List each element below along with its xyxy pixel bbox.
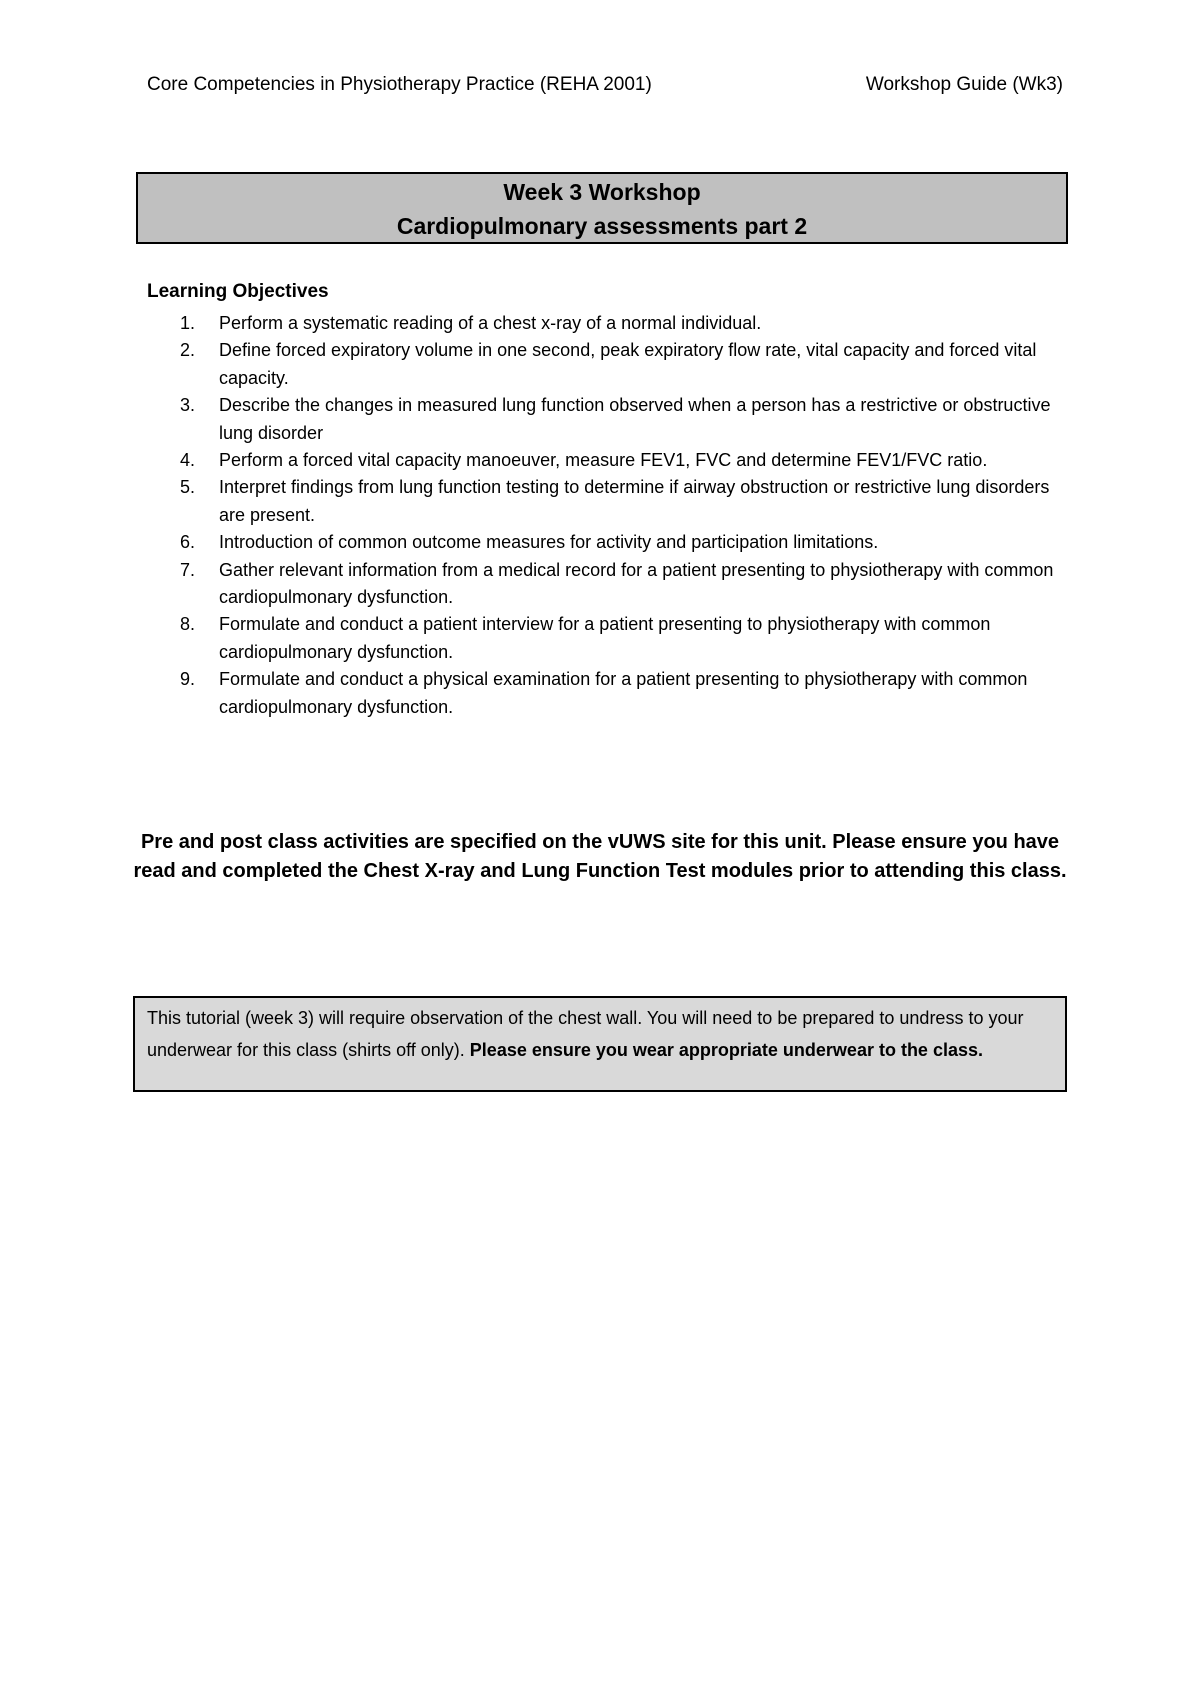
objective-item	[147, 337, 1067, 392]
objective-item	[147, 392, 1067, 447]
objective-text: Define forced expiratory volume in one second, peak expiratory flow rate, vital capacity and forced vital capacity.	[219, 340, 1037, 388]
objective-number: 5.	[180, 477, 196, 498]
objective-item	[147, 447, 1067, 474]
objective-number: 6.	[180, 532, 196, 553]
objective-number: 7.	[180, 559, 196, 580]
objective-item	[147, 666, 1067, 721]
title-box	[136, 172, 1068, 244]
objective-text: Introduction of common outcome measures for activity and participation limitations.	[219, 532, 879, 553]
objective-number: 2.	[180, 340, 196, 361]
title-line-1: Week 3 Workshop	[503, 179, 701, 205]
learning-objectives-section	[147, 279, 1067, 721]
objective-item	[147, 557, 1067, 612]
objective-item	[147, 529, 1067, 556]
notice-text: This tutorial (week 3) will require observation of the chest wall. You will need to be prepared to undress to your underwear for this class (shirts off only).	[147, 1008, 1024, 1060]
notice-emphasis-text: Please ensure you wear appropriate underwear to the class.	[469, 1039, 983, 1060]
objective-number: 3.	[180, 395, 196, 416]
chest-wall-observation-notice	[133, 996, 1067, 1092]
learning-objectives-list	[147, 310, 1067, 721]
learning-objectives-heading: Learning Objectives	[147, 281, 329, 302]
objective-number: 4.	[180, 450, 196, 471]
objective-item	[147, 474, 1067, 529]
objective-text: Formulate and conduct a physical examination for a patient presenting to physiotherapy with common cardiopulmonary dysfunction.	[219, 669, 1028, 717]
objective-number: 8.	[180, 614, 196, 635]
objective-item	[147, 611, 1067, 666]
objective-text: Gather relevant information from a medical record for a patient presenting to physiotherapy with common cardiopulmonary dysfunction.	[219, 559, 1054, 608]
objective-text: Formulate and conduct a patient interview for a patient presenting to physiotherapy with common cardiopulmonary dysfunction.	[219, 614, 991, 662]
objective-text: Interpret findings from lung function testing to determine if airway obstruction or restrictive lung disorders are present.	[219, 477, 1050, 525]
objective-text: Describe the changes in measured lung function observed when a person has a restrictive or obstructive lung disorder	[219, 395, 1051, 443]
objective-number: 1.	[180, 313, 196, 333]
pre-post-class-notice: Pre and post class activities are specified on the vUWS site for this unit. Please ensure you have read and completed the Chest X-ray and Lung Function Test modules prior to attending this class.	[133, 831, 1067, 882]
header-guide-label: Workshop Guide (Wk3)	[865, 74, 1063, 95]
objective-number: 9.	[180, 669, 196, 690]
objective-item	[147, 310, 1067, 337]
title-line-2: Cardiopulmonary assessments part 2	[396, 213, 808, 239]
objective-text: Perform a forced vital capacity manoeuver, measure FEV1, FVC and determine FEV1/FVC ratio.	[219, 450, 988, 471]
header-course-title: Core Competencies in Physiotherapy Practice (REHA 2001)	[147, 74, 652, 95]
page-header	[147, 74, 1063, 104]
objective-text: Perform a systematic reading of a chest x-ray of a normal individual.	[219, 313, 762, 333]
